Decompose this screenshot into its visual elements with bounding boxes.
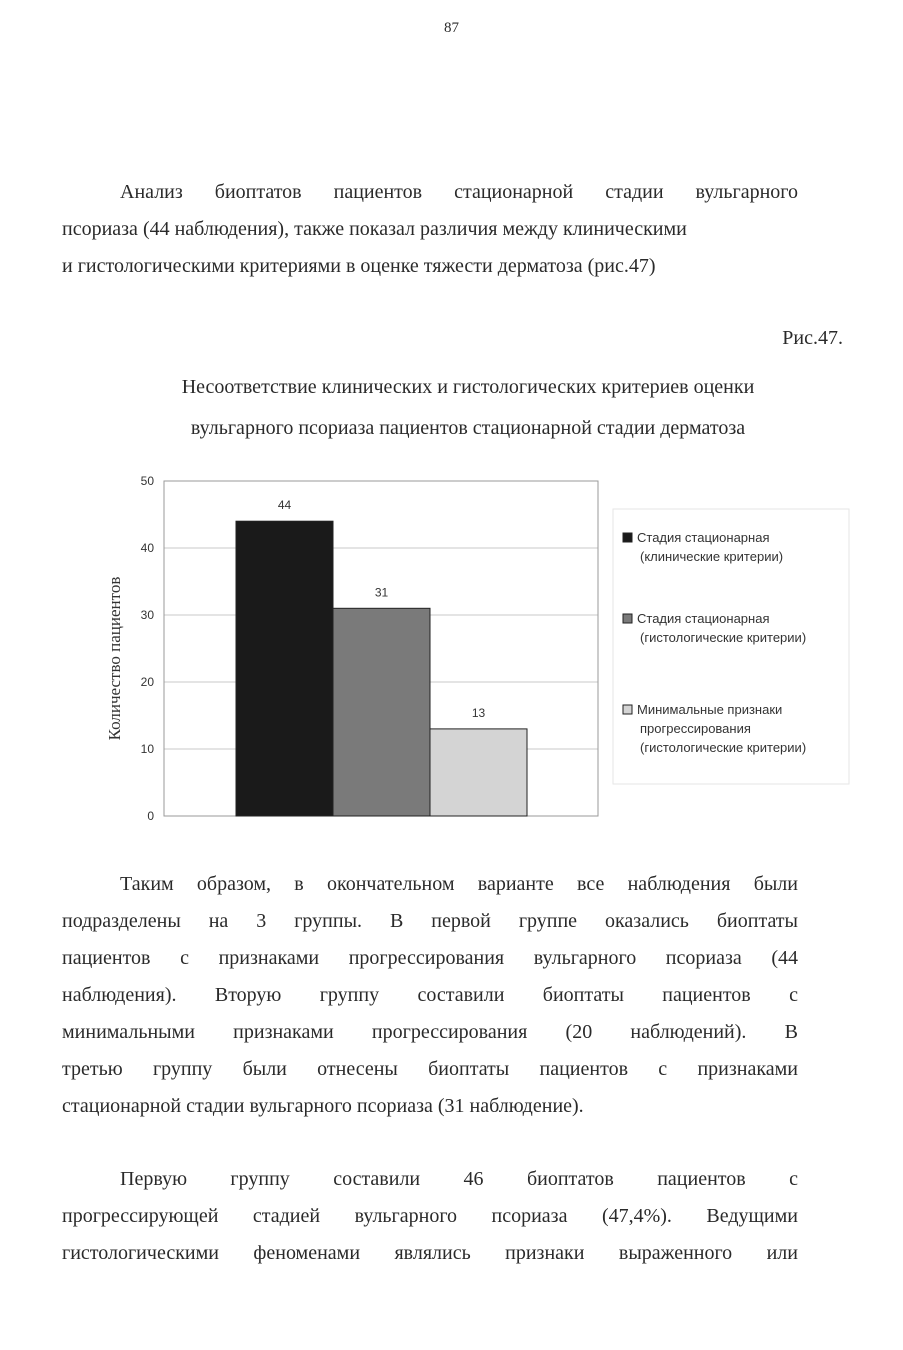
body-line: третью группу были отнесены биоптаты пациентов с признаками	[62, 1058, 798, 1080]
bar-chart	[90, 470, 860, 835]
body-line: Таким образом, в окончательном варианте все наблюдения были	[120, 873, 798, 895]
body-line: прогрессирующей стадией вульгарного псориаза (47,4%). Ведущими	[62, 1205, 798, 1227]
body-line: гистологическими феноменами являлись признаки выраженного или	[62, 1242, 798, 1264]
intro-paragraph	[62, 174, 798, 285]
body-line: минимальными признаками прогрессирования (20 наблюдений). В	[62, 1021, 798, 1043]
legend-entry-text: (гистологические критерии)	[640, 740, 807, 755]
intro-line: псориаза (44 наблюдения), также показал различия между клиническими	[62, 218, 687, 240]
legend-entry-text: (гистологические критерии)	[640, 630, 807, 645]
body-line: подразделены на 3 группы. В первой группе оказались биоптаты	[62, 910, 798, 932]
y-tick-label: 30	[140, 608, 154, 622]
legend-entry-text: Минимальные признаки	[637, 702, 783, 717]
bar	[430, 729, 527, 816]
legend-entry-text: Стадия стационарная	[637, 530, 770, 545]
figure-caption	[62, 367, 874, 449]
y-tick-label: 40	[140, 541, 154, 555]
intro-line: и гистологическими критериями в оценке тяжести дерматоза (рис.47)	[62, 255, 656, 277]
legend-entry-text: Стадия стационарная	[637, 611, 770, 626]
data-label: 44	[277, 498, 292, 513]
bar	[236, 521, 333, 816]
data-label: 31	[374, 585, 389, 600]
legend-swatch	[623, 533, 632, 542]
y-tick-label: 10	[140, 742, 154, 756]
first-group-paragraph	[62, 1161, 798, 1272]
y-tick-label: 0	[147, 809, 154, 823]
y-tick-label: 20	[140, 675, 154, 689]
figure-caption-line: вульгарного псориаза пациентов стационарной стадии дерматоза	[190, 417, 746, 439]
y-tick-label: 50	[140, 474, 154, 488]
body-line: пациентов с признаками прогрессирования вульгарного псориаза (44	[62, 947, 798, 969]
figure-caption-line: Несоответствие клинических и гистологических критериев оценки	[181, 376, 755, 398]
body-line: стационарной стадии вульгарного псориаза (31 наблюдение).	[62, 1095, 584, 1117]
legend-entry-text: прогрессирования	[640, 721, 751, 736]
data-label: 13	[471, 705, 486, 720]
body-line: наблюдения). Вторую группу составили биоптаты пациентов с	[62, 984, 798, 1006]
y-axis-title: Количество пациентов	[105, 576, 124, 741]
conclusion-paragraph	[62, 866, 798, 1125]
legend-swatch	[623, 614, 632, 623]
body-line: Первую группу составили 46 биоптатов пациентов с	[120, 1168, 798, 1190]
figure-label: Рис.47.	[782, 327, 843, 349]
legend-swatch	[623, 705, 632, 714]
intro-line: Анализ биоптатов пациентов стационарной стадии вульгарного	[120, 181, 798, 203]
bar	[333, 608, 430, 816]
page-number: 87	[444, 20, 459, 36]
legend-entry-text: (клинические критерии)	[640, 549, 784, 564]
